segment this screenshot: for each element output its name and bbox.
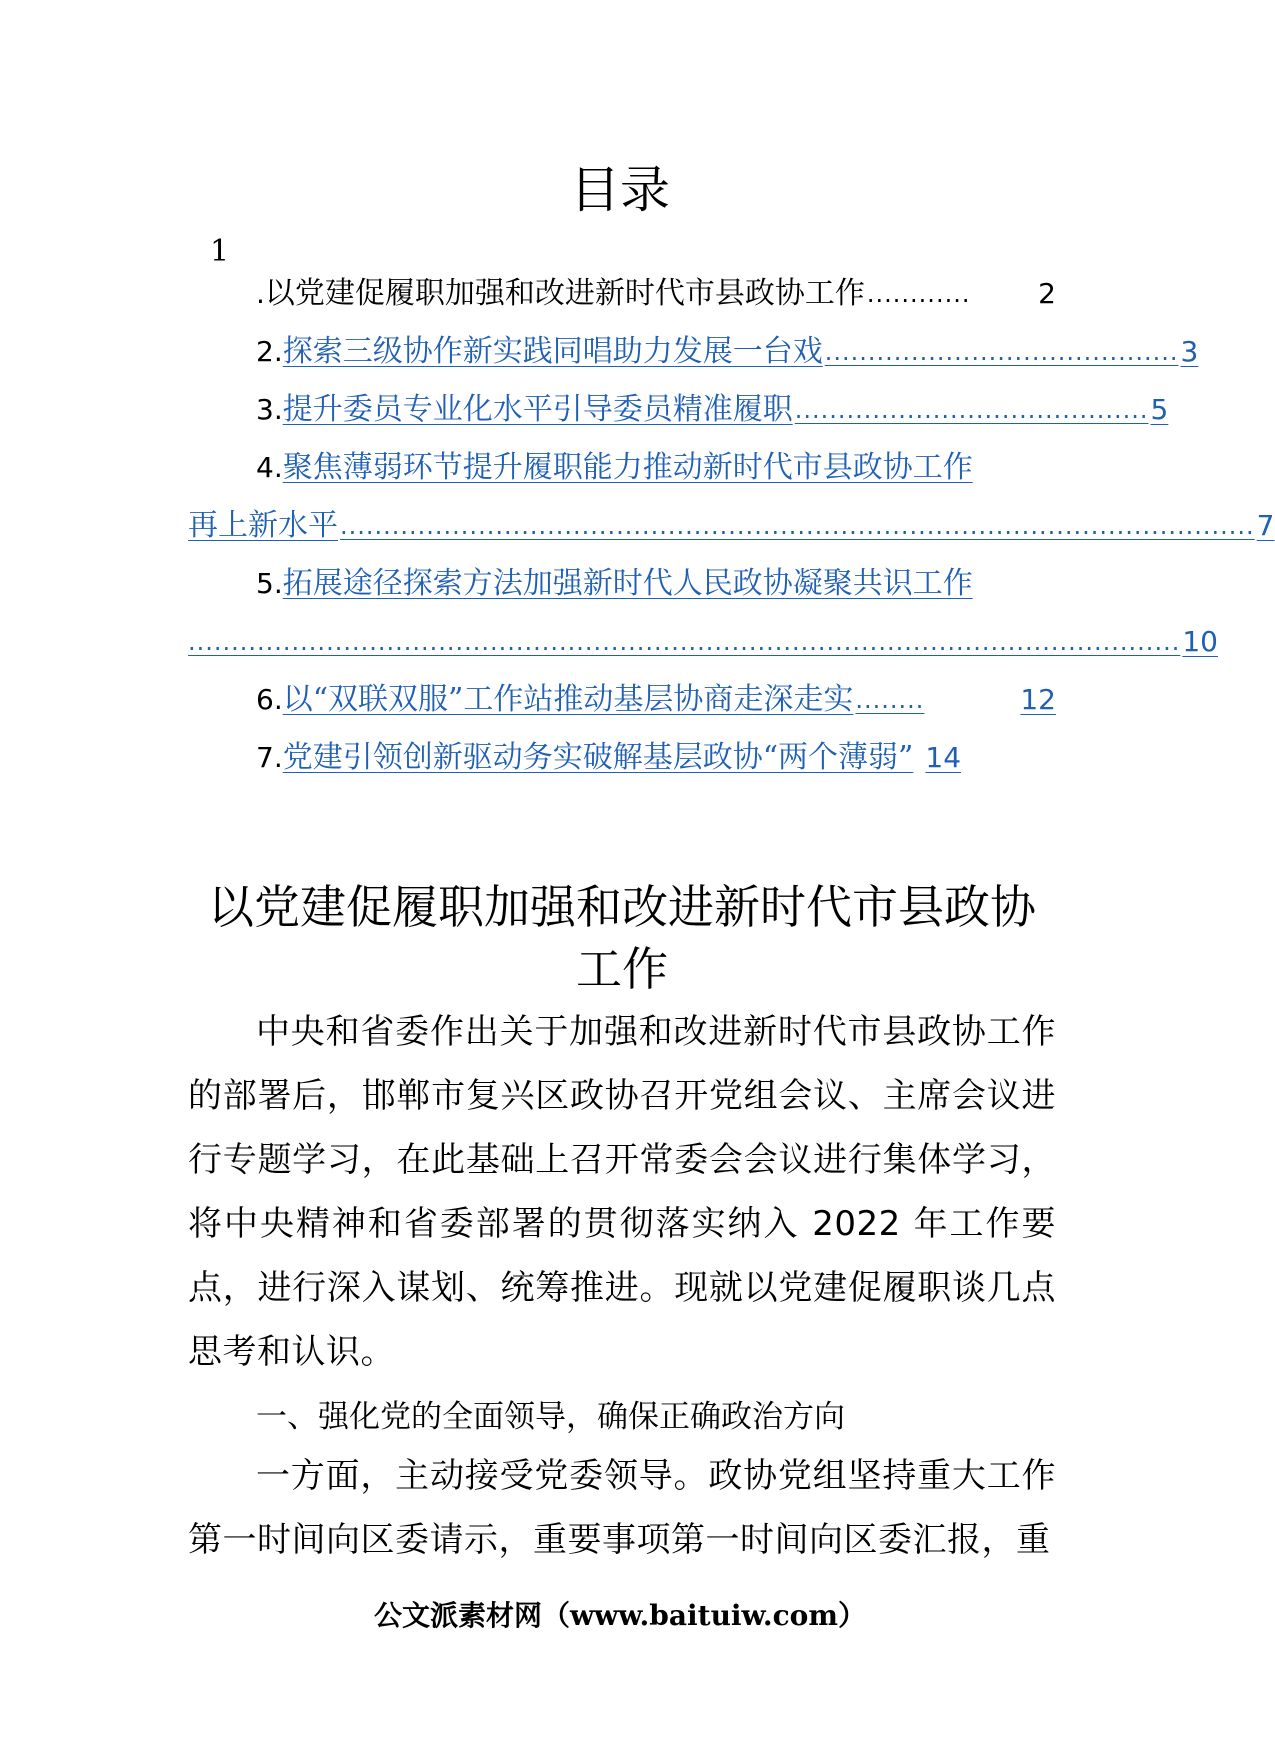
toc-entry-link[interactable]: 提升委员专业化水平引导委员精准履职 [282,392,793,427]
toc-entry-number: . [256,277,265,310]
toc-page-number[interactable]: 5 [1150,393,1169,426]
toc-page-number: 2 [1038,277,1056,310]
toc-page-number[interactable]: 7 [1256,509,1275,542]
toc-page-number[interactable]: 12 [1020,683,1056,716]
article-title [188,876,1056,1000]
toc-entry-1[interactable] [188,262,1056,314]
toc-entry-number: 5. [256,567,283,600]
toc-entry-7[interactable] [188,726,1056,778]
toc-entry-number: 3. [256,393,283,426]
toc-marker: 1 [210,234,230,269]
section-heading-1: 一、强化党的全面领导，确保正确政治方向 [256,1399,845,1435]
toc-entry-link[interactable]: 聚焦薄弱环节提升履职能力推动新时代市县政协工作 [282,450,973,485]
body-paragraph-1: 一方面，主动接受党委领导。政协党组坚持重大工作第一时间向区委请示，重要事项第一时间向区委汇报，重 [188,1456,1056,1560]
toc-entry-link[interactable]: 探索三级协作新实践同唱助力发展一台戏 [282,334,823,369]
article-title-line-1: 以党建促履职加强和改进新时代市县政协 [208,880,1036,934]
toc-entry-number: 7. [256,741,283,774]
toc-entry-5-continued[interactable] [188,610,1218,662]
toc-entry-2[interactable] [188,320,1199,372]
toc-entry-number: 6. [256,683,283,716]
footer-watermark: 公文派素材网（www.baituiw.com） [374,1599,866,1632]
article-title-line-2: 工作 [576,942,668,996]
toc-entry-4-continued[interactable] [188,494,1275,546]
toc-entry-3[interactable] [188,378,1169,430]
toc-leader-dots: .......................................................................................................... [340,512,1255,540]
toc-page-number[interactable]: 14 [925,741,962,774]
toc-entry-link[interactable]: 再上新水平 [188,508,338,543]
toc-page-number[interactable]: 10 [1182,625,1218,658]
toc-title: 目录 [570,161,670,219]
toc-leader-dots: ......................................... [794,396,1149,424]
toc-page-number[interactable]: 3 [1180,335,1199,368]
toc-entry-text: 以党建促履职加强和改进新时代市县政协工作 [264,276,865,311]
toc-entry-4[interactable] [188,436,1056,488]
toc-leader-dots: ................................................................................................................... [188,628,1181,656]
toc-leader-dots: ........ [855,686,925,714]
toc-leader-dots: ............ [866,280,971,308]
toc-entry-link[interactable]: 以“双联双服”工作站推动基层协商走深走实 [282,682,854,717]
toc-entry-number: 4. [256,451,283,484]
toc-entry-link[interactable]: 党建引领创新驱动务实破解基层政协“两个薄弱” [282,740,914,775]
toc-entry-6[interactable] [188,668,1056,720]
toc-entry-number: 2. [256,335,283,368]
toc-entry-5[interactable] [188,552,1056,604]
intro-paragraph: 中央和省委作出关于加强和改进新时代市县政协工作的部署后，邯郸市复兴区政协召开党组会议、主席会议进行专题学习，在此基础上召开常委会会议进行集体学习，将中央精神和省委部署的贯彻落实纳入 2022 年工作要点，进行深入谋划、统筹推进。现就以党建促履职谈几点思考和认识。 [188,1012,1056,1372]
toc-leader-dots: ......................................... [824,338,1179,366]
toc-entry-link[interactable]: 拓展途径探索方法加强新时代人民政协凝聚共识工作 [282,566,973,601]
